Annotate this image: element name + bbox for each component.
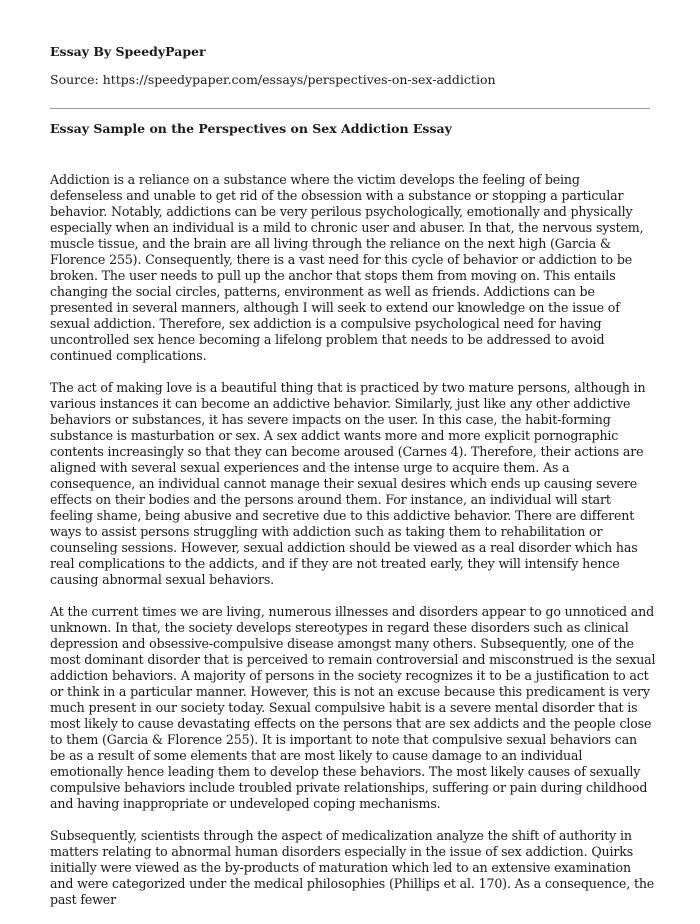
- essay-body: [50, 172, 656, 924]
- paragraph-3: At the current times we are living, numerous illnesses and disorders appear to go unnoticed and unknown. In that, the society develops stereotypes in regard these disorders such as clinical depression and obsessive-compulsive disease amongst many others. Subsequently, one of the most dominant disorder that is perceived to remain controversial and misconstrued is the sexual addiction behaviors. A majority of persons in the society recognizes it to be a justification to act or think in a particular manner. However, this is not an excuse because this predicament is very much present in our society today. Sexual compulsive habit is a severe mental disorder that is most likely to cause devastating effects on the persons that are sex addicts and the people close to them (Garcia & Florence 255). It is important to note that compulsive sexual behaviors can be as a result of some elements that are most likely to cause damage to an individual emotionally hence leading them to develop these behaviors. The most likely causes of sexually compulsive behaviors include troubled private relationships, suffering or pain during childhood and having inappropriate or undeveloped coping mechanisms.: [50, 604, 656, 811]
- essay-author-line: Essay By SpeedyPaper: [50, 44, 206, 59]
- paragraph-2: The act of making love is a beautiful thing that is practiced by two mature persons, although in various instances it can become an addictive behavior. Similarly, just like any other addictive behaviors or substances, it has severe impacts on the user. In this case, the habit-forming substance is masturbation or sex. A sex addict wants more and more explicit pornographic contents increasingly so that they can become aroused (Carnes 4). Therefore, their actions are aligned with several sexual experiences and the intense urge to acquire them. As a consequence, an individual cannot manage their sexual desires which ends up causing severe effects on their bodies and the persons around them. For instance, an individual will start feeling shame, being abusive and secretive due to this addictive behavior. There are different ways to assist persons struggling with addiction such as taking them to rehabilitation or counseling sessions. However, sexual addiction should be viewed as a real disorder which has real complications to the addicts, and if they are not treated early, they will intensify hence causing abnormal sexual behaviors.: [50, 380, 646, 587]
- paragraph-1: Addiction is a reliance on a substance where the victim develops the feeling of being defenseless and unable to get rid of the obsession with a substance or stopping a particular behavior. Notably, addictions can be very perilous psychologically, emotionally and physically especially when an individual is a mild to chronic user and abuser. In that, the nervous system, muscle tissue, and the brain are all living through the reliance on the next high (Garcia & Florence 255). Consequently, there is a vast need for this cycle of behavior or addiction to be broken. The user needs to pull up the anchor that stops them from moving on. This entails changing the social circles, patterns, environment as well as friends. Addictions can be presented in several manners, although I will seek to extend our knowledge on the issue of sexual addiction. Therefore, sex addiction is a compulsive psychological need for having uncontrolled sex hence becoming a lifelong problem that needs to be addressed to avoid continued complications.: [50, 172, 644, 363]
- source-line: Source: https://speedypaper.com/essays/perspectives-on-sex-addiction: [50, 72, 496, 87]
- header-divider: [50, 108, 650, 109]
- essay-title: Essay Sample on the Perspectives on Sex Addiction Essay: [50, 121, 452, 136]
- paragraph-4: Subsequently, scientists through the aspect of medicalization analyze the shift of authority in matters relating to abnormal human disorders especially in the issue of sex addiction. Quirks initially were viewed as the by-products of maturation which led to an extensive examination and were categorized under the medical philosophies (Phillips et al. 170). As a consequence, the past fewer: [50, 828, 655, 907]
